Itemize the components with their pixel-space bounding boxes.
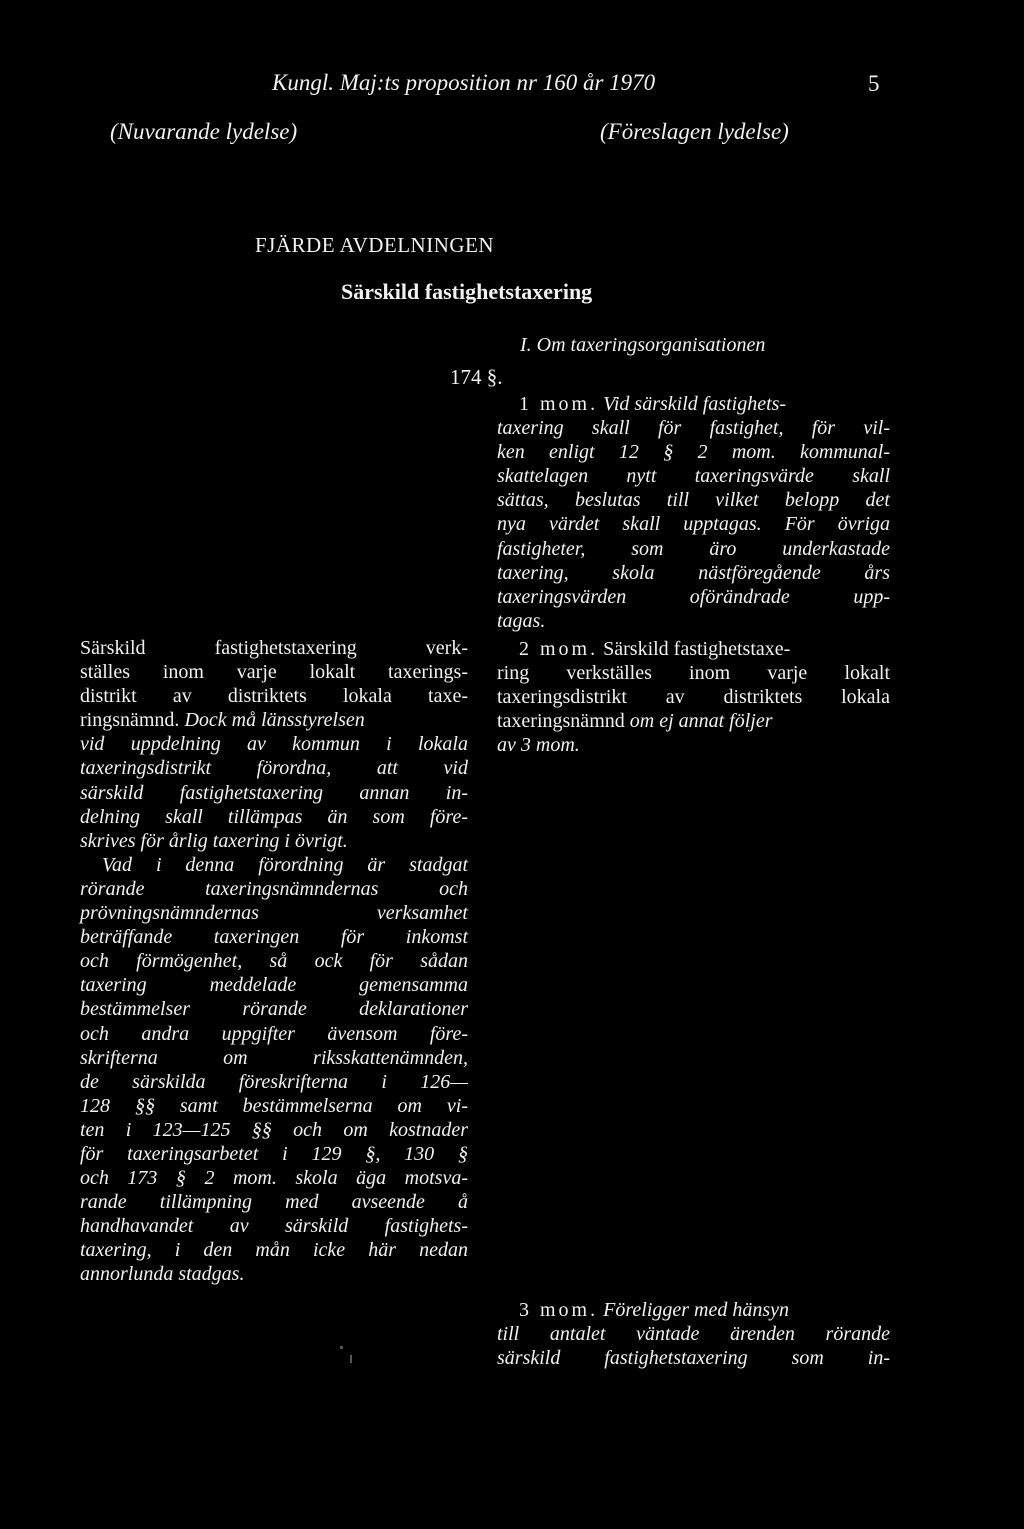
page-number: 5 (868, 71, 880, 96)
text-line: skrifterna om riksskattenämnden, (80, 1046, 468, 1069)
text-line (497, 1298, 890, 1322)
text-line: särskild fastighetstaxering annan in- (80, 781, 468, 804)
text-fragment: om ej annat följer (629, 710, 773, 733)
text-line (80, 708, 468, 732)
text-fragment: Särskild fastighetstaxe- (603, 638, 791, 660)
text-line: av 3 mom. (497, 734, 580, 757)
text-fragment: Dock må länsstyrelsen (184, 709, 365, 732)
text-line: till antalet väntade ärenden rörande (497, 1323, 890, 1346)
scan-speck (340, 1346, 343, 1349)
left-column-label: (Nuvarande lydelse) (110, 119, 298, 144)
text-line: ställes inom varje lokalt taxerings- (80, 661, 468, 684)
text-line: Vad i denna förordning är stadgat (102, 853, 468, 876)
text-line (497, 392, 890, 416)
text-line: taxeringsdistrikt av distriktets lokala (497, 686, 890, 709)
text-line: fastigheter, som äro underkastade (497, 537, 890, 560)
text-line: ken enligt 12 § 2 mom. kommunal- (497, 441, 890, 464)
text-line: ten i 123—125 §§ och om kostnader (80, 1118, 468, 1141)
text-line: taxering, i den mån icke här nedan (80, 1239, 468, 1262)
right-column-mom3 (497, 1298, 890, 1370)
section-subtitle: Särskild fastighetstaxering (341, 279, 593, 304)
text-line: taxeringsvärden oförändrade upp- (497, 585, 890, 608)
text-line (497, 637, 890, 661)
right-column-mom2 (497, 637, 890, 757)
text-fragment: taxeringsnämnd (497, 710, 630, 733)
mom-label: 1 mom. (519, 393, 599, 415)
mom-label: 3 mom. (519, 1299, 599, 1321)
text-fragment: Föreligger med hänsyn (603, 1299, 790, 1321)
paragraph-number: 174 §. (450, 365, 503, 389)
scan-speck (350, 1355, 352, 1363)
text-line: handhavandet av särskild fastighets- (80, 1215, 468, 1238)
right-column-mom1 (497, 392, 890, 633)
text-line: taxering, skola nästföregående års (497, 561, 890, 584)
text-line: vid uppdelning av kommun i lokala (80, 733, 468, 756)
text-line: beträffande taxeringen för inkomst (80, 926, 468, 949)
chapter-heading: I. Om taxeringsorganisationen (520, 334, 766, 356)
text-line: Särskild fastighetstaxering verk- (80, 637, 468, 659)
text-line: delning skall tillämpas än som före- (80, 805, 468, 828)
text-line: sättas, beslutas till vilket belopp det (497, 489, 890, 512)
part-title: FJÄRDE AVDELNINGEN (255, 233, 495, 257)
text-line: bestämmelser rörande deklarationer (80, 998, 468, 1021)
text-line (497, 709, 890, 733)
left-column-text (80, 636, 468, 1287)
text-line: och 173 § 2 mom. skola äga motsva- (80, 1167, 468, 1190)
text-line: för taxeringsarbetet i 129 §, 130 § (80, 1142, 468, 1165)
text-line: tagas. (497, 609, 546, 632)
text-line: 128 §§ samt bestämmelserna om vi- (80, 1094, 468, 1117)
text-fragment: Vid särskild fastighets- (603, 393, 787, 415)
text-line: skrives för årlig taxering i övrigt. (80, 829, 348, 852)
text-line: särskild fastighetstaxering som in- (497, 1347, 890, 1370)
text-line: rande tillämpning med avseende å (80, 1191, 468, 1214)
text-line: skattelagen nytt taxeringsvärde skall (497, 465, 890, 488)
text-line: ring verkställes inom varje lokalt (497, 662, 890, 685)
text-line: taxeringsdistrikt förordna, att vid (80, 757, 468, 780)
text-line: distrikt av distriktets lokala taxe- (80, 685, 468, 708)
text-fragment: ringsnämnd. (80, 709, 185, 732)
text-line: taxering skall för fastighet, för vil- (497, 417, 890, 440)
text-line: rörande taxeringsnämndernas och (80, 877, 468, 900)
running-title: Kungl. Maj:ts proposition nr 160 år 1970 (272, 70, 656, 95)
text-line: och förmögenhet, så ock för sådan (80, 950, 468, 973)
text-line: prövningsnämndernas verksamhet (80, 902, 468, 925)
text-line: och andra uppgifter ävensom före- (80, 1022, 468, 1045)
text-line: nya värdet skall upptagas. För övriga (497, 513, 890, 536)
text-line: taxering meddelade gemensamma (80, 974, 468, 997)
text-line: de särskilda föreskrifterna i 126— (80, 1070, 468, 1093)
text-line: annorlunda stadgas. (80, 1263, 245, 1286)
right-column-label: (Föreslagen lydelse) (600, 119, 789, 144)
mom-label: 2 mom. (519, 638, 599, 660)
